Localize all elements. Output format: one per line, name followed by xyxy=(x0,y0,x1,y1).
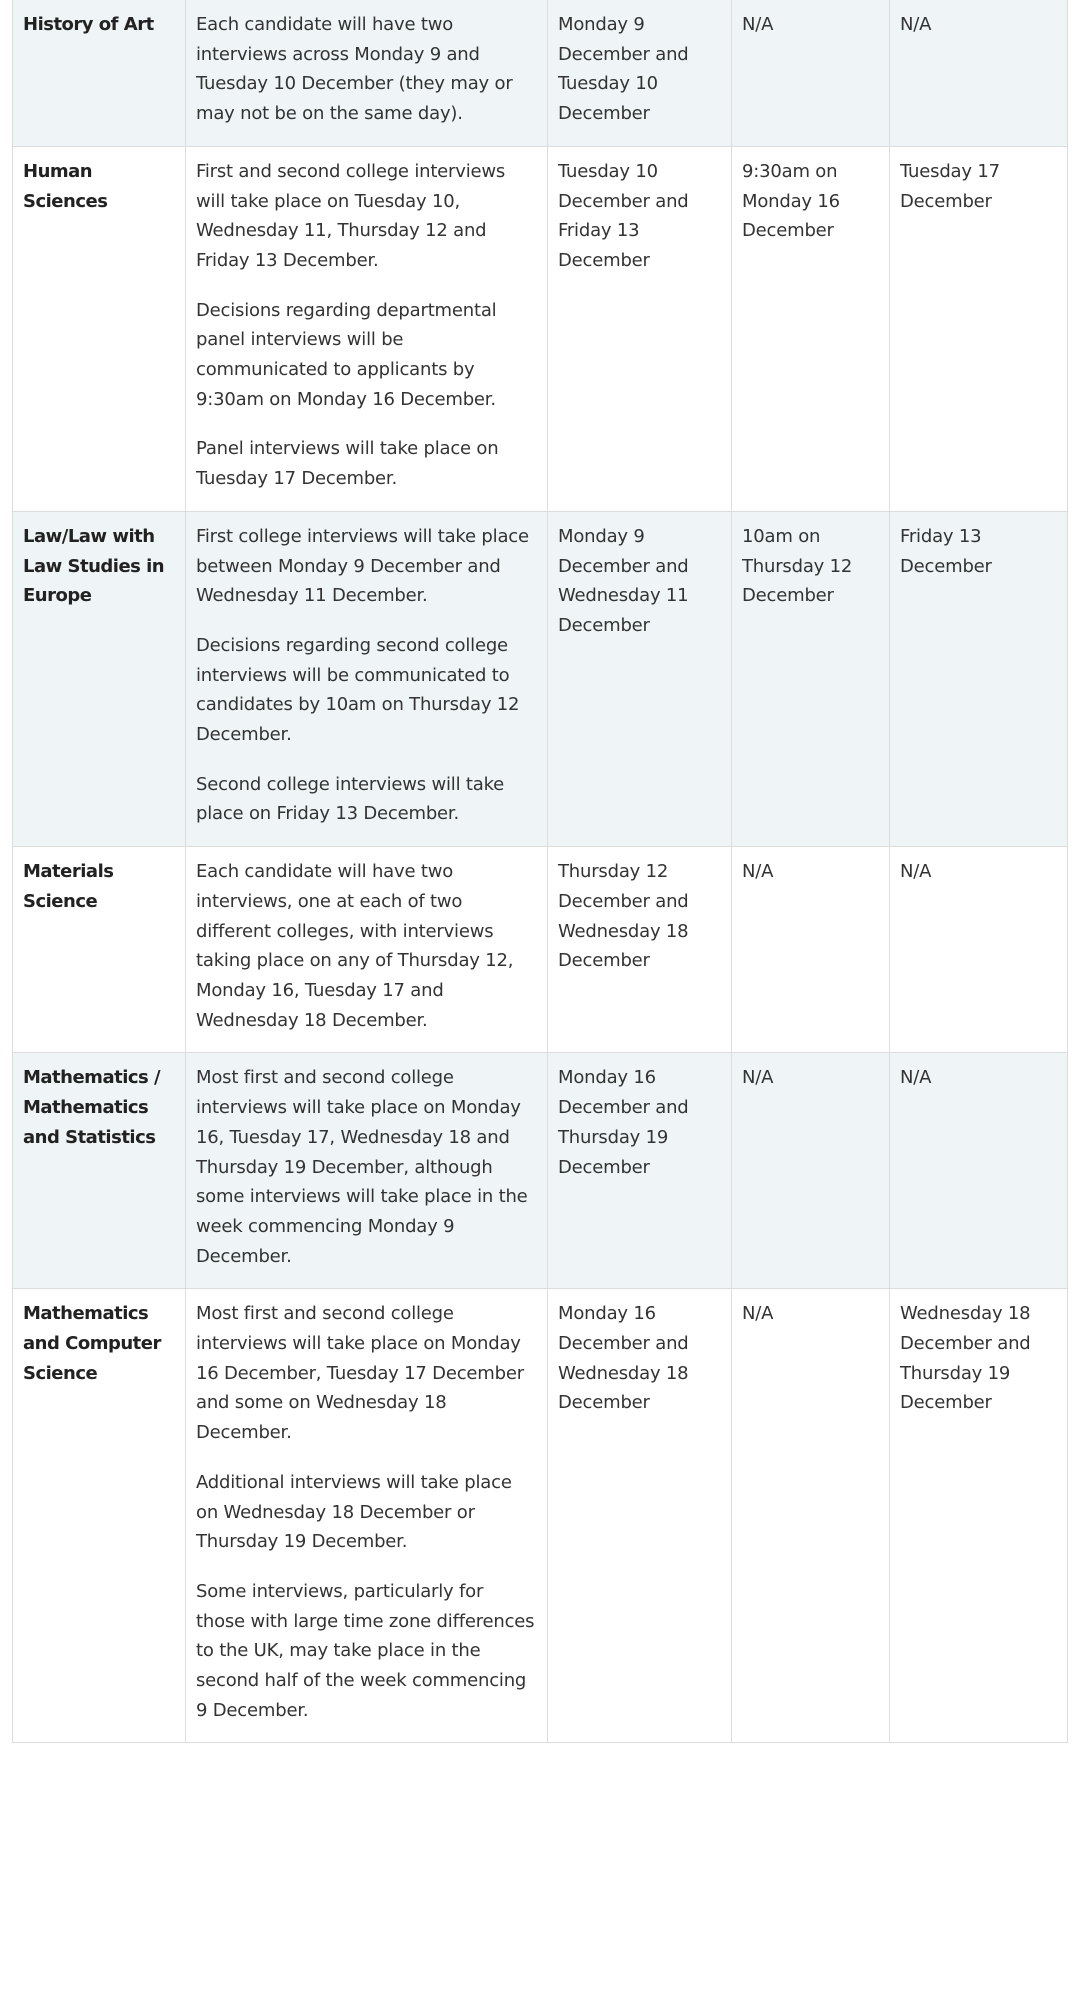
details-paragraph: Most first and second college interviews will take place on Monday 16, Tuesday 17, Wednesday 18 and Thursday 19 December, although some interviews will take place in the week commencing Monday 9 December. xyxy=(196,1067,528,1267)
details-cell xyxy=(186,511,548,846)
shortlist-notice-cell: N/A xyxy=(732,0,890,146)
shortlist-notice-cell: N/A xyxy=(732,847,890,1053)
interview-dates-cell: Tuesday 10 December and Friday 13 December xyxy=(548,146,732,511)
interview-dates-cell: Monday 16 December and Thursday 19 December xyxy=(548,1053,732,1289)
shortlist-notice-cell: 10am on Thursday 12 December xyxy=(732,511,890,846)
details-cell xyxy=(186,847,548,1053)
subject-cell: Human Sciences xyxy=(13,146,186,511)
table-row-human-sciences xyxy=(13,146,1068,511)
details-paragraph: Additional interviews will take place on Wednesday 18 December or Thursday 19 December. xyxy=(196,1471,512,1553)
details-paragraph: First and second college interviews will take place on Tuesday 10, Wednesday 11, Thursday 12 and Friday 13 December. xyxy=(196,160,506,271)
subject-cell: Mathematics and Computer Science xyxy=(13,1289,186,1743)
details-paragraph: Each candidate will have two interviews, one at each of two different colleges, with interviews taking place on any of Thursday 12, Monday 16, Tuesday 17 and Wednesday 18 December. xyxy=(196,861,514,1031)
second-round-cell: N/A xyxy=(890,847,1068,1053)
subject-cell: History of Art xyxy=(13,0,186,146)
second-round-cell: Wednesday 18 December and Thursday 19 December xyxy=(890,1289,1068,1743)
second-round-cell: N/A xyxy=(890,0,1068,146)
details-paragraph: Most first and second college interviews will take place on Monday 16 December, Tuesday 17 December and some on Wednesday 18 December. xyxy=(196,1303,524,1444)
details-paragraph: Each candidate will have two interviews across Monday 9 and Tuesday 10 December (they may or may not be on the same day). xyxy=(196,14,513,125)
details-paragraph: Decisions regarding second college interviews will be communicated to candidates by 10am on Thursday 12 December. xyxy=(196,634,520,746)
interview-dates-cell: Monday 16 December and Wednesday 18 December xyxy=(548,1289,732,1743)
interview-schedule-table xyxy=(12,0,1068,1743)
shortlist-notice-cell: N/A xyxy=(732,1053,890,1289)
details-paragraph: Some interviews, particularly for those with large time zone differences to the UK, may take place in the second half of the week commencing 9 December. xyxy=(196,1580,535,1721)
details-paragraph: Decisions regarding departmental panel interviews will be communicated to applicants by 9:30am on Monday 16 December. xyxy=(196,299,497,410)
details-cell xyxy=(186,1053,548,1289)
details-paragraph: First college interviews will take place between Monday 9 December and Wednesday 11 December. xyxy=(196,525,529,607)
details-cell xyxy=(186,0,548,146)
details-paragraph: Panel interviews will take place on Tuesday 17 December. xyxy=(196,438,499,490)
shortlist-notice-cell: N/A xyxy=(732,1289,890,1743)
second-round-cell: Friday 13 December xyxy=(890,511,1068,846)
table-row-mathematics-computer-science xyxy=(13,1289,1068,1743)
subject-cell: Mathematics / Mathematics and Statistics xyxy=(13,1053,186,1289)
second-round-cell: Tuesday 17 December xyxy=(890,146,1068,511)
details-cell xyxy=(186,1289,548,1743)
table-row-materials-science xyxy=(13,847,1068,1053)
subject-cell: Law/Law with Law Studies in Europe xyxy=(13,511,186,846)
table-row-mathematics-statistics xyxy=(13,1053,1068,1289)
table-row-history-of-art xyxy=(13,0,1068,146)
subject-cell: Materials Science xyxy=(13,847,186,1053)
table-row-law xyxy=(13,511,1068,846)
interview-dates-cell: Monday 9 December and Wednesday 11 December xyxy=(548,511,732,846)
details-cell xyxy=(186,146,548,511)
second-round-cell: N/A xyxy=(890,1053,1068,1289)
details-paragraph: Second college interviews will take place on Friday 13 December. xyxy=(196,773,505,825)
interview-dates-cell: Thursday 12 December and Wednesday 18 December xyxy=(548,847,732,1053)
shortlist-notice-cell: 9:30am on Monday 16 December xyxy=(732,146,890,511)
interview-dates-cell: Monday 9 December and Tuesday 10 December xyxy=(548,0,732,146)
